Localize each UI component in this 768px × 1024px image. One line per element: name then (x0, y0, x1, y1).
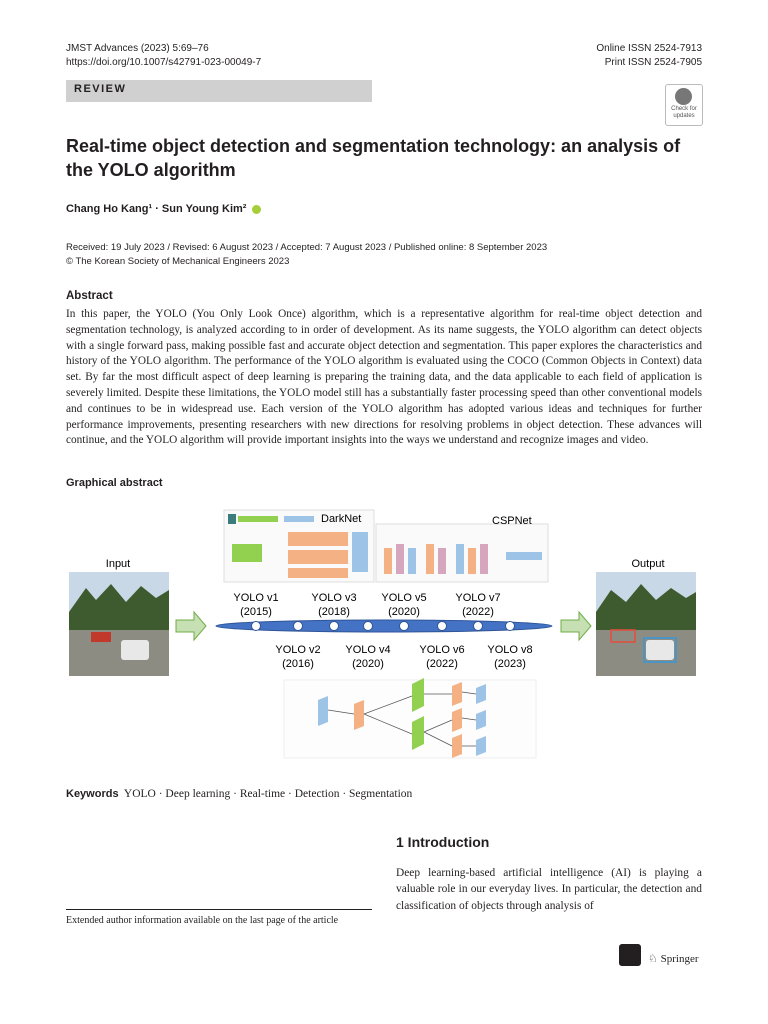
graphical-abstract-figure (66, 500, 702, 770)
timeline-top-3-year: (2022) (462, 606, 494, 618)
timeline-bottom-0-year: (2016) (282, 658, 314, 670)
timeline-bottom-1-name: YOLO v4 (345, 644, 391, 656)
history-dates: Received: 19 July 2023 / Revised: 6 August 2023 / Accepted: 7 August 2023 / Published online: 8 September 2023 (66, 242, 548, 253)
copyright: © The Korean Society of Mechanical Engineers 2023 (66, 256, 290, 267)
introduction-heading: 1 Introduction (396, 834, 490, 850)
abstract-text: In this paper, the YOLO (You Only Look Once) algorithm, which is a representative algorithm for real-time object detection and segmentation technology, is analyzed according to in order of development. As its name suggests, the YOLO algorithm can detect objects with a single forward pass, making possible fast and accurate object detection and segmentation. This paper explores the characteristics and history of the YOLO algorithm. The performance of the YOLO algorithm is evaluated using the COCO (Common Objects in Context) data set. By far the most difficult aspect of deep learning is preparing the training data, and the data applicable to each field of application is severely limited. Despite these limitations, the YOLO model still has a substantially faster processing speed than other conventional models and continues to be in widespread use. Each version of the YOLO algorithm has adopted various ideas and techniques for further performance improvements, presenting researchers with new directions for resolving problems in object detection. These advances will continue, and the YOLO algorithm will provide important insights into the ways we understand and recognize images and video. (66, 308, 702, 447)
author-list: Chang Ho Kang¹ · Sun Young Kim² (66, 203, 247, 215)
timeline-bottom-2-year: (2022) (426, 658, 458, 670)
timeline-top-1-year: (2018) (318, 606, 350, 618)
authors (66, 203, 261, 215)
ksme-label: KSME (619, 961, 637, 967)
timeline-top-2-name: YOLO v5 (381, 592, 427, 604)
cspnet-diagram (376, 524, 548, 582)
abstract-heading: Abstract (66, 290, 113, 302)
timeline-bottom-2-node (438, 622, 447, 631)
orcid-icon[interactable] (252, 205, 261, 214)
check-updates-icon (675, 88, 692, 105)
journal-citation: JMST Advances (2023) 5:69–76 (66, 43, 209, 54)
timeline-bottom-2-name: YOLO v6 (419, 644, 465, 656)
timeline-bottom-3-year: (2023) (494, 658, 526, 670)
introduction-text: Deep learning-based artificial intelligence (AI) is playing a valuable role in our everyday lives. In particular, the detection and classification of objects through analysis of (396, 867, 702, 912)
timeline-bottom-3-name: YOLO v8 (487, 644, 533, 656)
timeline-top-2-year: (2020) (388, 606, 420, 618)
keywords-list: YOLO · Deep learning · Real-time · Detection · Segmentation (123, 788, 413, 800)
output-label: Output (631, 558, 665, 570)
section-label: REVIEW (74, 83, 127, 95)
cspnet-label: CSPNet (492, 515, 532, 527)
print-issn: Print ISSN 2524-7905 (604, 57, 702, 68)
check-updates-label: Check for updates (671, 106, 697, 119)
springer-logo (648, 952, 699, 965)
paper-title: Real-time object detection and segmentation technology: an analysis of the YOLO algorithm (66, 136, 681, 180)
timeline-bottom-3-node (506, 622, 515, 631)
timeline-top-1-name: YOLO v3 (311, 592, 357, 604)
publisher-name: Springer (660, 953, 699, 965)
timeline-top-3-name: YOLO v7 (455, 592, 501, 604)
keywords (66, 788, 412, 800)
timeline-bottom-0-name: YOLO v2 (275, 644, 321, 656)
springer-horse-icon: ♘ (648, 953, 658, 965)
graphical-abstract-heading: Graphical abstract (66, 477, 163, 489)
doi-link[interactable]: https://doi.org/10.1007/s42791-023-00049-7 (66, 57, 262, 68)
timeline-bottom-0-node (294, 622, 303, 631)
check-for-updates-badge[interactable] (665, 84, 703, 126)
output-arrow (561, 612, 591, 640)
darknet-label: DarkNet (321, 513, 362, 525)
keywords-label: Keywords (66, 788, 119, 800)
timeline-bottom-1-year: (2020) (352, 658, 384, 670)
timeline-top-0-year: (2015) (240, 606, 272, 618)
input-photo (69, 572, 169, 676)
input-label: Input (105, 558, 131, 570)
publication-dates (66, 241, 547, 269)
timeline-top-1-node (330, 622, 339, 631)
online-issn: Online ISSN 2524-7913 (596, 43, 702, 54)
timeline-bottom-1-node (364, 622, 373, 631)
output-photo (596, 572, 696, 676)
yolo-timeline (216, 592, 552, 670)
timeline-top-3-node (474, 622, 483, 631)
input-arrow (176, 612, 206, 640)
timeline-top-2-node (400, 622, 409, 631)
timeline-top-0-name: YOLO v1 (233, 592, 279, 604)
repvgg-diagram (284, 678, 536, 758)
timeline-top-0-node (252, 622, 261, 631)
timeline-bar (216, 620, 552, 632)
section-label-bar (66, 80, 372, 102)
footnote-divider (66, 909, 372, 910)
footnote: Extended author information available on the last page of the article (66, 915, 339, 926)
